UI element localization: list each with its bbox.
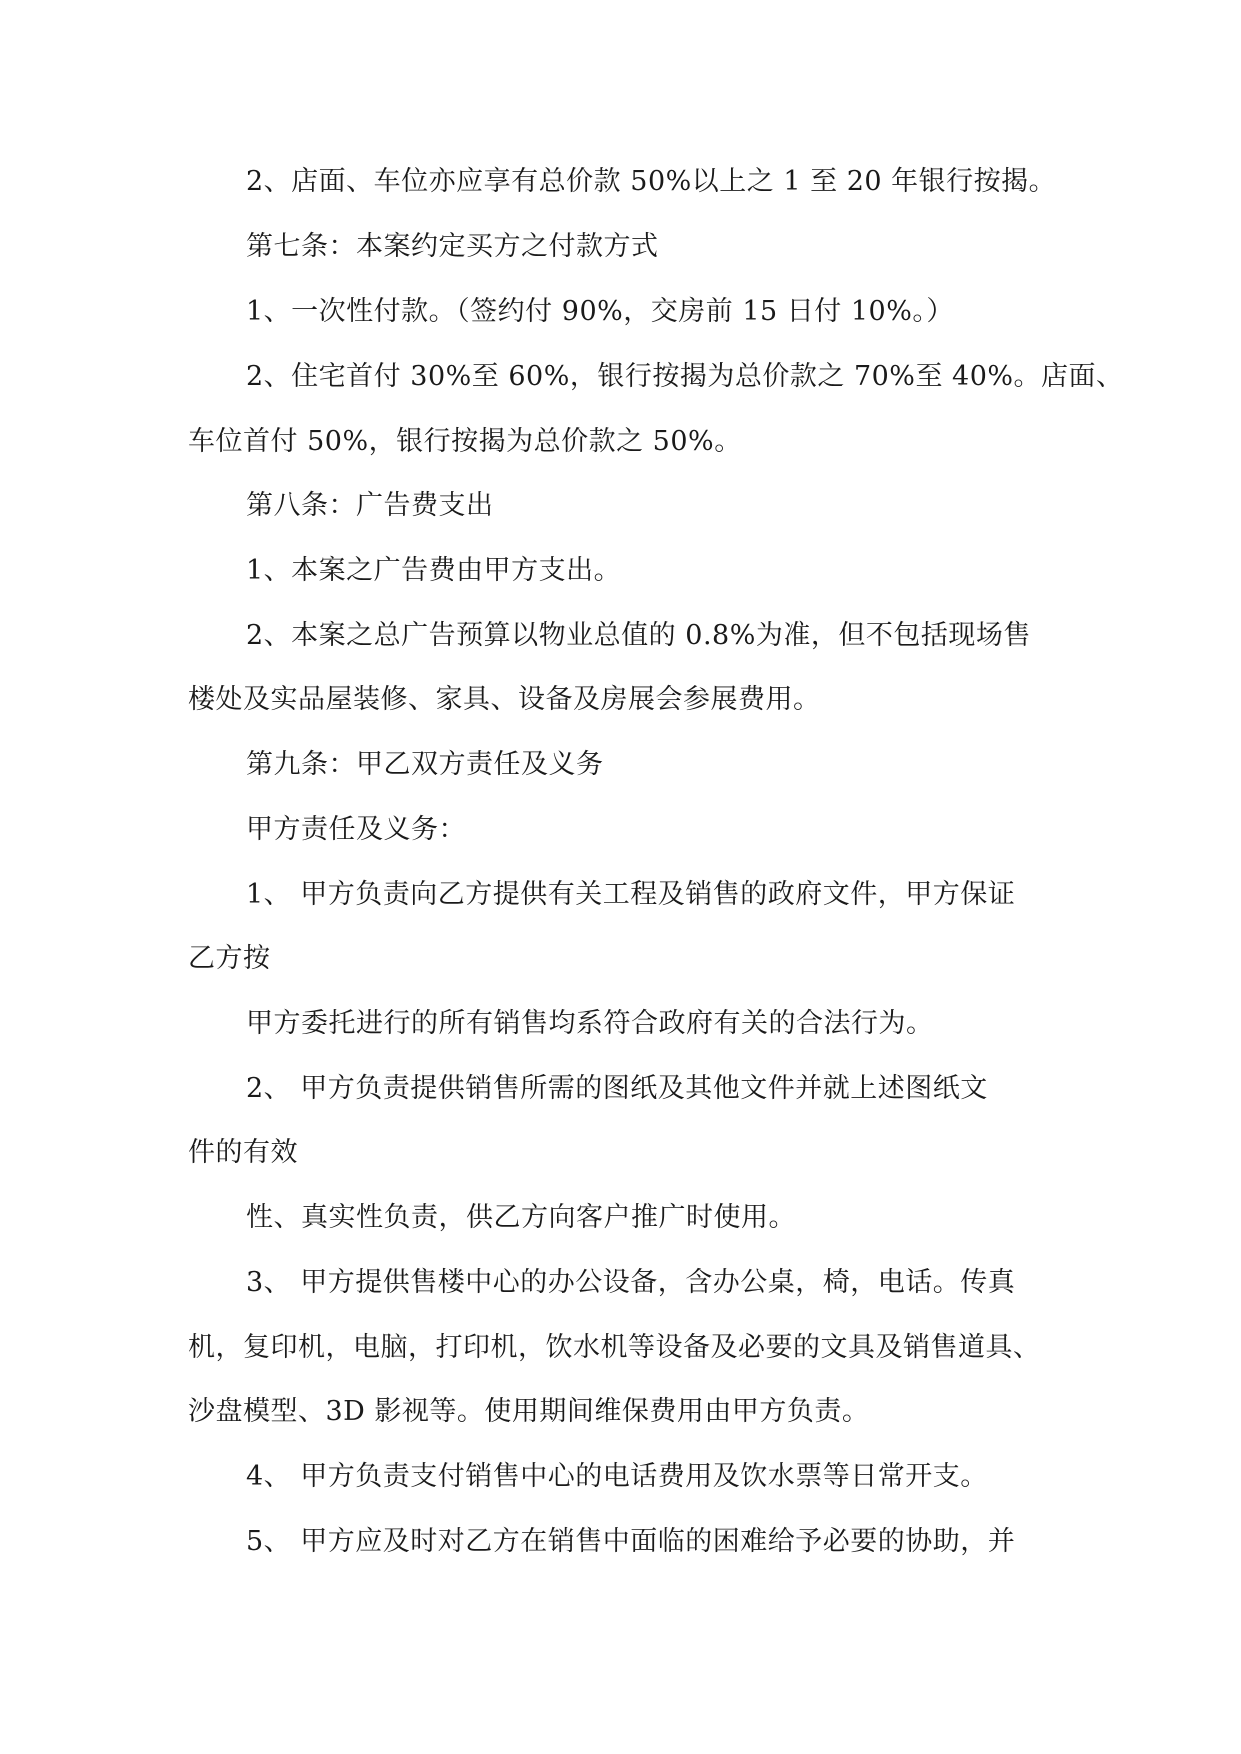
paragraph-line: 性、真实性负责，供乙方向客户推广时使用。 [246, 1202, 796, 1233]
subheading: 甲方责任及义务： [246, 814, 466, 845]
paragraph-line: 机，复印机，电脑，打印机，饮水机等设备及必要的文具及销售道具、 [188, 1332, 1041, 1363]
paragraph-line: 件的有效 [188, 1137, 298, 1168]
paragraph-line: 车位首付 50%，银行按揭为总价款之 50%。 [188, 426, 742, 457]
paragraph-line: 1、本案之广告费由甲方支出。 [246, 555, 622, 586]
paragraph-line: 2、店面、车位亦应享有总价款 50%以上之 1 至 20 年银行按揭。 [246, 166, 1057, 197]
paragraph-line: 2、 甲方负责提供销售所需的图纸及其他文件并就上述图纸文 [246, 1073, 988, 1104]
paragraph-line: 1、一次性付款。（签约付 90%，交房前 15 日付 10%。） [246, 296, 954, 327]
paragraph-line: 1、 甲方负责向乙方提供有关工程及销售的政府文件，甲方保证 [246, 879, 1016, 910]
paragraph-line: 2、住宅首付 30%至 60%，银行按揭为总价款之 70%至 40%。店面、 [246, 361, 1124, 392]
paragraph-line: 2、本案之总广告预算以物业总值的 0.8%为准，但不包括现场售 [246, 620, 1031, 651]
paragraph-line: 甲方委托进行的所有销售均系符合政府有关的合法行为。 [246, 1008, 934, 1039]
paragraph-line: 楼处及实品屋装修、家具、设备及房展会参展费用。 [188, 684, 821, 715]
paragraph-line: 5、 甲方应及时对乙方在销售中面临的困难给予必要的协助，并 [246, 1526, 1016, 1557]
paragraph-line: 沙盘模型、3D 影视等。使用期间维保费用由甲方负责。 [188, 1396, 870, 1427]
paragraph-line: 4、 甲方负责支付销售中心的电话费用及饮水票等日常开支。 [246, 1461, 988, 1492]
paragraph-line: 乙方按 [188, 943, 271, 974]
section-heading-7: 第七条：本案约定买方之付款方式 [246, 231, 659, 262]
section-heading-8: 第八条：广告费支出 [246, 490, 494, 521]
section-heading-9: 第九条：甲乙双方责任及义务 [246, 749, 604, 780]
paragraph-line: 3、 甲方提供售楼中心的办公设备，含办公桌，椅，电话。传真 [246, 1267, 1016, 1298]
